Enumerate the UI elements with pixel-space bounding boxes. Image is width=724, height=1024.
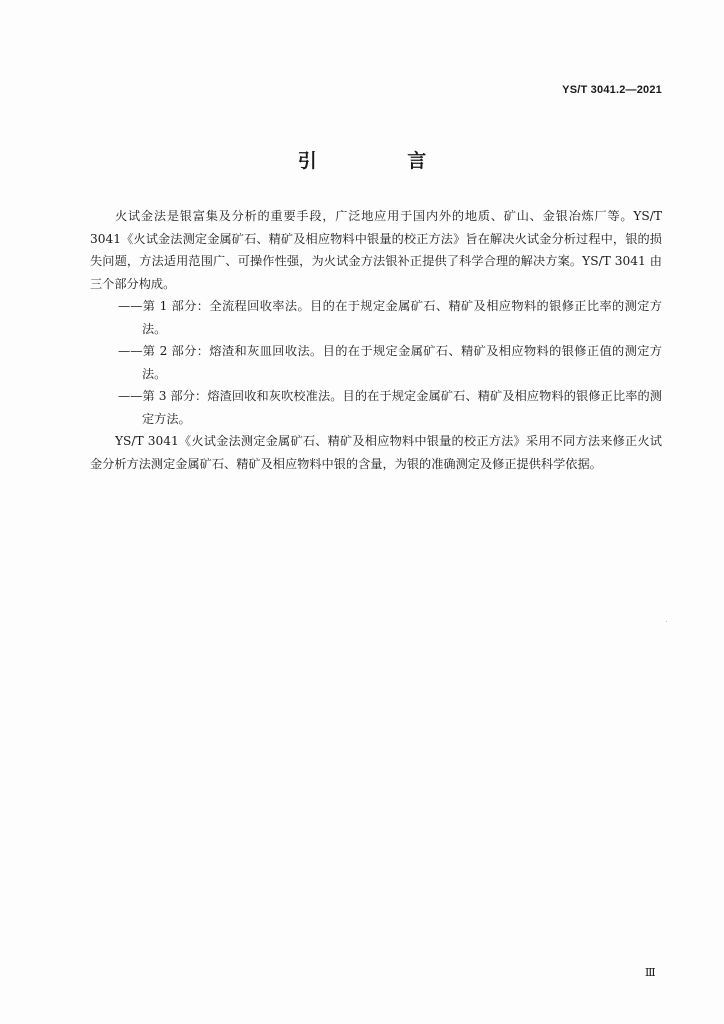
scan-speck bbox=[666, 621, 667, 622]
page-title: 引 言 bbox=[297, 150, 469, 172]
part-3-item: ——第 3 部分：熔渣回收和灰吹校准法。目的在于规定金属矿石、精矿及相应物料的银修正比率的测定方法。 bbox=[118, 389, 662, 426]
page-number: Ⅲ bbox=[645, 967, 656, 979]
intro-paragraph: 火试金法是银富集及分析的重要手段，广泛地应用于国内外的地质、矿山、金银冶炼厂等。YS/T 3041《火试金法测定金属矿石、精矿及相应物料中银量的校正方法》旨在解决火试金分析过程中，银的损失问题，方法适用范围广、可操作性强，为火试金方法银补正提供了科学合理的解决方案。YS/T 3041 由三个部分构成。 bbox=[90, 209, 662, 291]
part-2-item: ——第 2 部分：熔渣和灰皿回收法。目的在于规定金属矿石、精矿及相应物料的银修正值的测定方法。 bbox=[118, 344, 662, 381]
part-1-item: ——第 1 部分：全流程回收率法。目的在于规定金属矿石、精矿及相应物料的银修正比率的测定方法。 bbox=[118, 299, 662, 336]
closing-paragraph: YS/T 3041《火试金法测定金属矿石、精矿及相应物料中银量的校正方法》采用不同方法来修正火试金分析方法测定金属矿石、精矿及相应物料中银的含量，为银的准确测定及修正提供科学依据。 bbox=[90, 434, 662, 471]
standard-code: YS/T 3041.2—2021 bbox=[562, 84, 662, 96]
body-text bbox=[90, 205, 662, 475]
